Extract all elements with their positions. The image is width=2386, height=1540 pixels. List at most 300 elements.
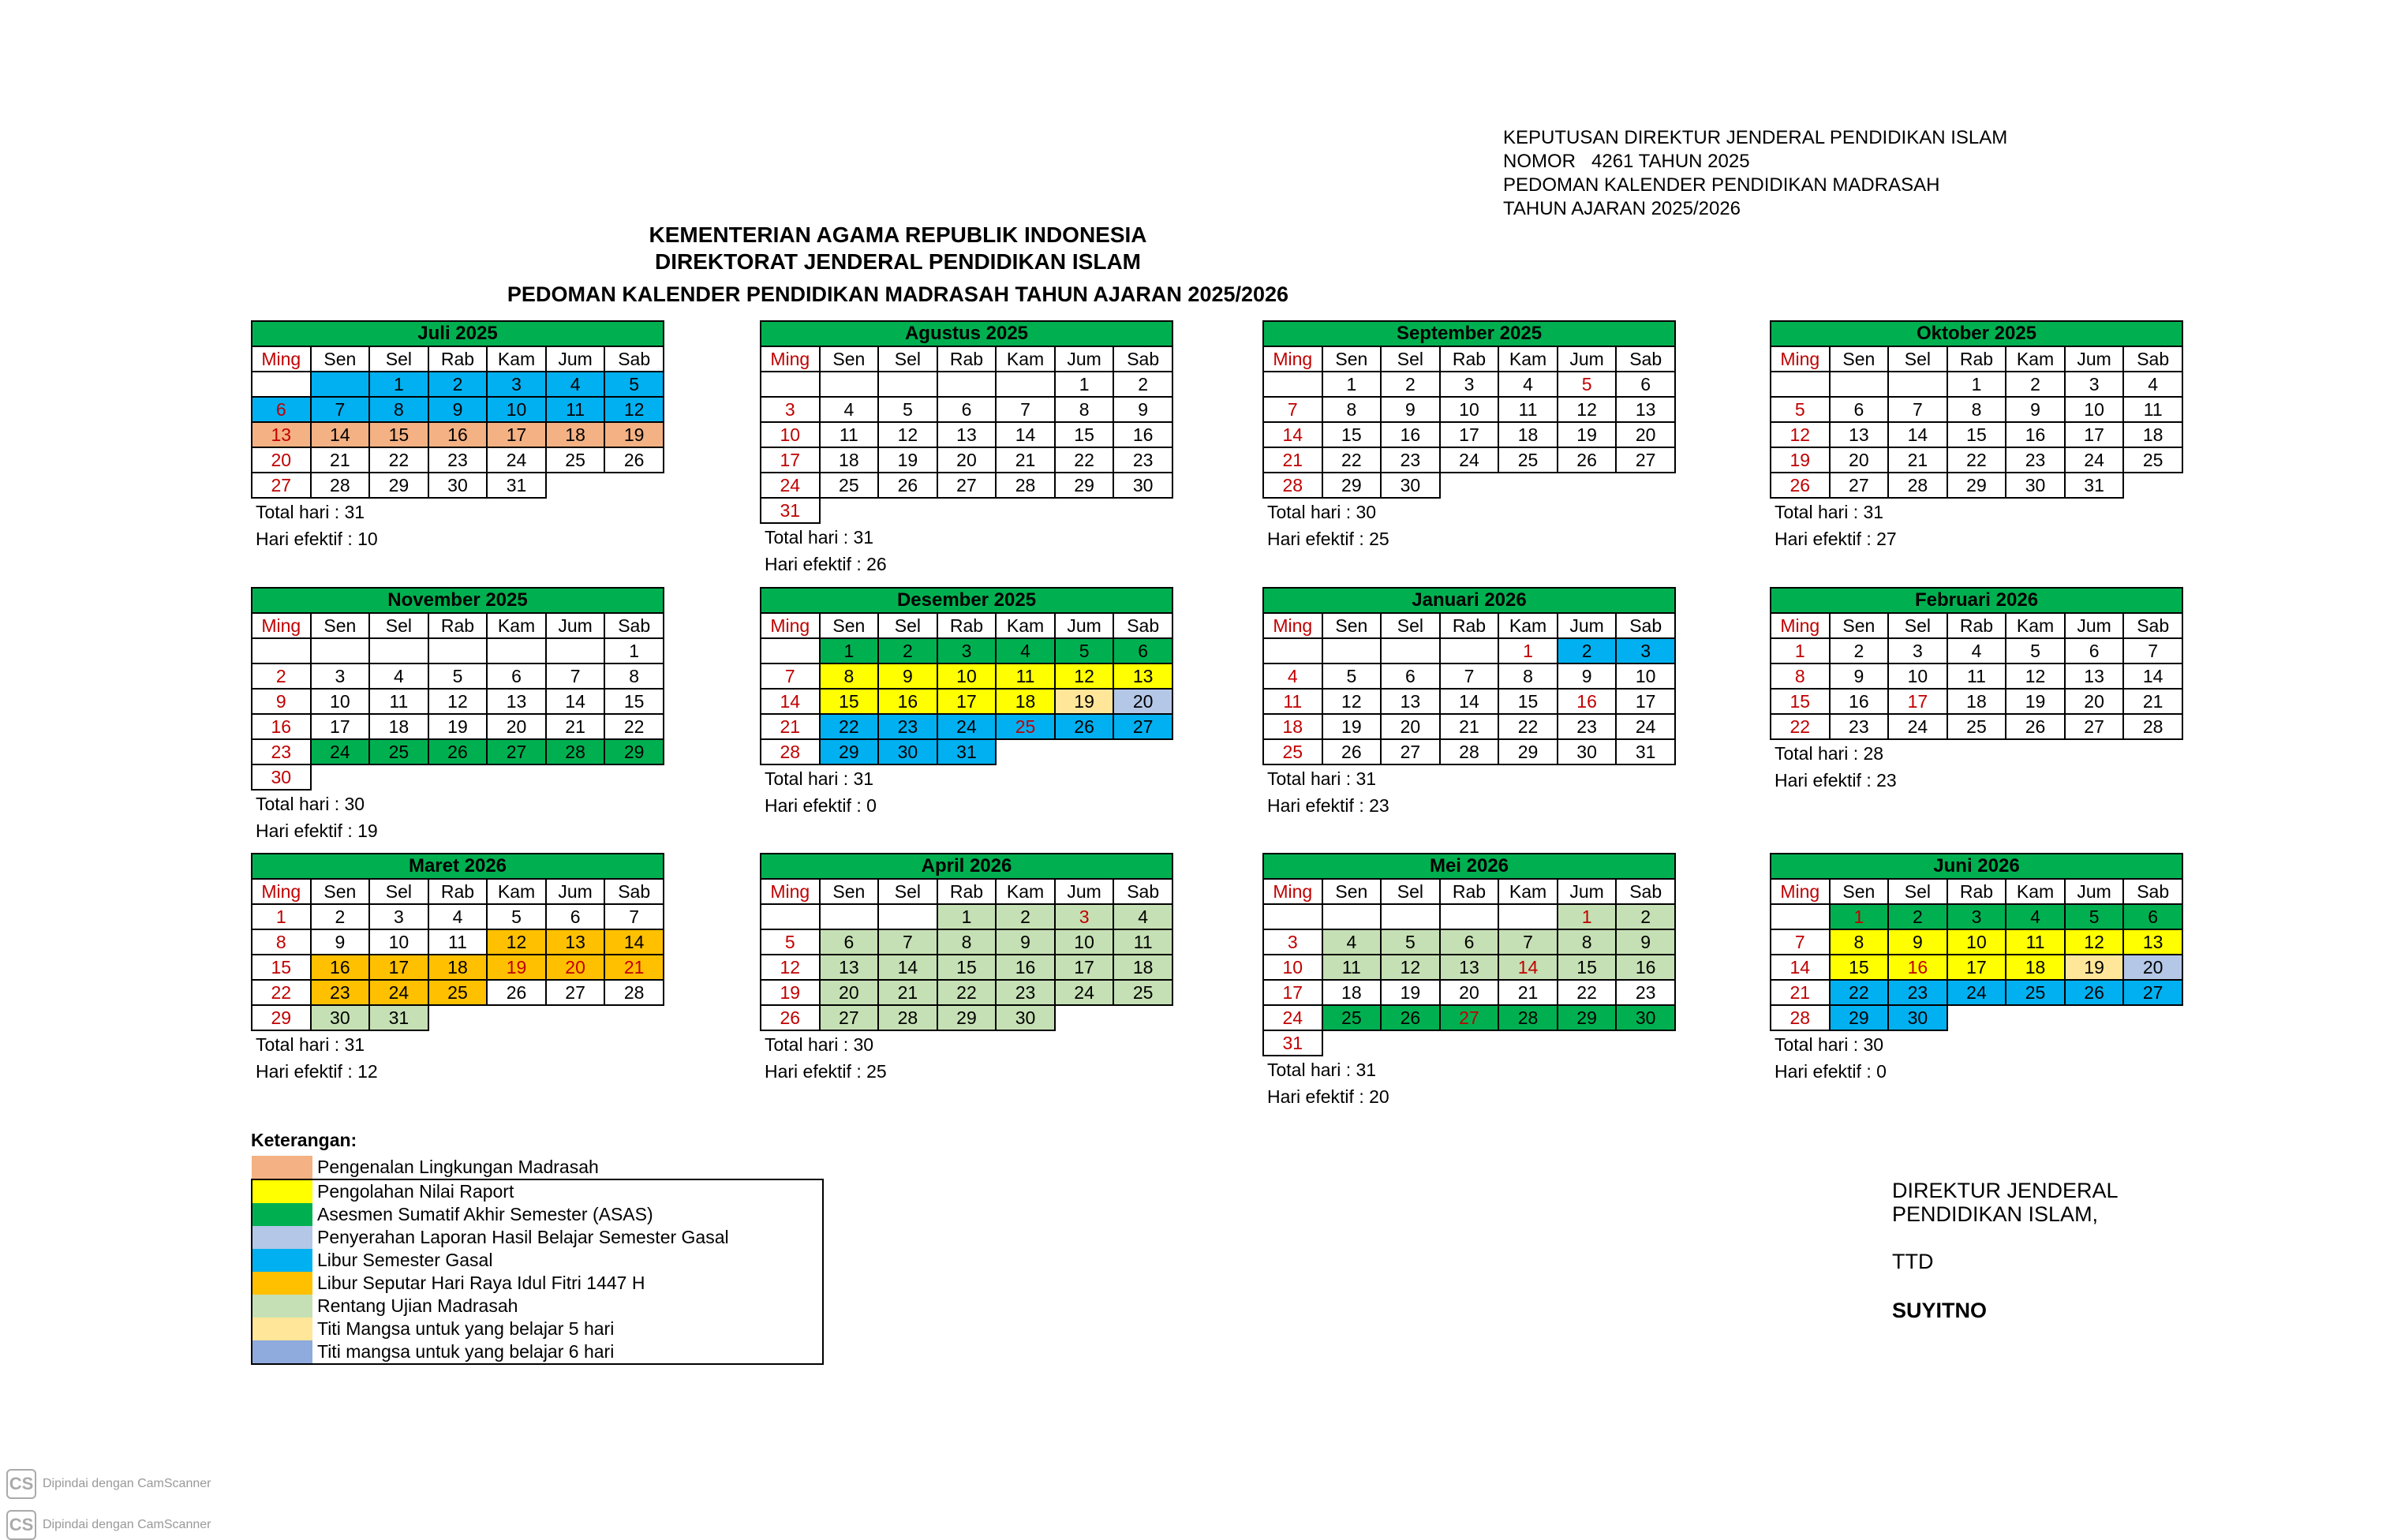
weekday-header: Ming: [1263, 879, 1322, 904]
day-cell: 1: [1771, 638, 1830, 663]
weekday-header: Sab: [1113, 613, 1172, 638]
day-cell: 14: [546, 689, 605, 714]
day-cell: 28: [1771, 1005, 1830, 1030]
day-cell: 25: [1947, 714, 2006, 739]
legend-label: Libur Seputar Hari Raya Idul Fitri 1447 H: [312, 1272, 823, 1295]
day-cell: 31: [369, 1005, 428, 1030]
empty-cell: [546, 1005, 605, 1030]
day-cell: 19: [1771, 447, 1830, 473]
month-title: Juni 2026: [1771, 854, 2182, 879]
empty-cell: [1830, 372, 1889, 397]
day-cell: 20: [1381, 714, 1440, 739]
day-cell: 28: [604, 980, 664, 1005]
legend-label: Penyerahan Laporan Hasil Belajar Semester Gasal: [312, 1226, 823, 1249]
empty-cell: [1498, 904, 1558, 929]
day-cell: 10: [1263, 955, 1322, 980]
legend-swatch: [252, 1156, 312, 1179]
empty-cell: [1381, 904, 1440, 929]
weekday-header: Ming: [1263, 346, 1322, 372]
weekday-header: Ming: [252, 613, 311, 638]
month-table: [760, 587, 1173, 765]
weekday-header: Sel: [369, 879, 428, 904]
day-cell: 8: [369, 397, 428, 422]
empty-cell: [1263, 372, 1322, 397]
empty-cell: [937, 498, 997, 523]
day-cell: 10: [1888, 663, 1947, 689]
decree-line: KEPUTUSAN DIREKTUR JENDERAL PENDIDIKAN ISLAM: [1503, 127, 2008, 148]
day-cell: 6: [546, 904, 605, 929]
day-cell: 28: [1888, 473, 1947, 498]
day-cell: 8: [937, 929, 997, 955]
day-cell: 26: [1322, 739, 1382, 764]
day-cell: 18: [996, 689, 1055, 714]
day-cell: 22: [369, 447, 428, 473]
day-cell: 11: [428, 929, 488, 955]
day-cell: 20: [252, 447, 311, 473]
day-cell: 1: [604, 638, 664, 663]
day-cell: 27: [487, 739, 546, 764]
empty-cell: [878, 498, 937, 523]
weekday-header: Ming: [761, 879, 820, 904]
day-cell: 30: [311, 1005, 370, 1030]
legend-label: Pengenalan Lingkungan Madrasah: [317, 1157, 599, 1177]
effective-days: Hari efektif : 20: [1267, 1086, 1389, 1107]
weekday-header: Jum: [546, 879, 605, 904]
day-cell: 28: [1440, 739, 1499, 764]
day-cell: 21: [311, 447, 370, 473]
weekday-header: Sab: [2123, 613, 2182, 638]
day-cell: 15: [820, 689, 879, 714]
month-title: Juli 2025: [252, 321, 664, 346]
day-cell: 11: [996, 663, 1055, 689]
day-cell: 24: [1616, 714, 1675, 739]
legend-swatch: [252, 1203, 312, 1226]
empty-cell: [311, 764, 370, 790]
day-cell: 8: [1055, 397, 1114, 422]
day-cell: 7: [311, 397, 370, 422]
empty-cell: [1322, 904, 1382, 929]
empty-cell: [487, 764, 546, 790]
empty-cell: [252, 638, 311, 663]
day-cell: 13: [820, 955, 879, 980]
weekday-header: Sab: [1113, 346, 1172, 372]
day-cell: 13: [1616, 397, 1675, 422]
day-cell: 4: [2123, 372, 2182, 397]
day-cell: 30: [252, 764, 311, 790]
weekday-header: Ming: [761, 346, 820, 372]
day-cell: 18: [369, 714, 428, 739]
day-cell: 5: [2006, 638, 2065, 663]
day-cell: 24: [487, 447, 546, 473]
weekday-header: Sen: [1830, 879, 1889, 904]
legend-swatch: [252, 1226, 312, 1249]
day-cell: 27: [2065, 714, 2124, 739]
day-cell: 15: [604, 689, 664, 714]
day-cell: 10: [311, 689, 370, 714]
month-title: November 2025: [252, 588, 664, 613]
empty-cell: [1055, 1005, 1114, 1030]
day-cell: 17: [2065, 422, 2124, 447]
day-cell: 23: [1113, 447, 1172, 473]
day-cell: 27: [546, 980, 605, 1005]
day-cell: 20: [2123, 955, 2182, 980]
empty-cell: [369, 638, 428, 663]
weekday-header: Kam: [487, 613, 546, 638]
day-cell: 7: [1888, 397, 1947, 422]
day-cell: 29: [604, 739, 664, 764]
day-cell: 18: [1947, 689, 2006, 714]
day-cell: 2: [252, 663, 311, 689]
day-cell: 3: [311, 663, 370, 689]
signature-title: DIREKTUR JENDERAL: [1892, 1179, 2119, 1202]
legend-item: [252, 1318, 823, 1340]
month-calendar: [760, 587, 1173, 819]
empty-cell: [996, 739, 1055, 764]
day-cell: 7: [878, 929, 937, 955]
day-cell: 27: [1616, 447, 1675, 473]
weekday-header: Sel: [369, 346, 428, 372]
day-cell: 27: [937, 473, 997, 498]
legend-item: [252, 1340, 823, 1364]
effective-days: Hari efektif : 12: [256, 1061, 378, 1082]
day-cell: 1: [1498, 638, 1558, 663]
weekday-header: Kam: [487, 879, 546, 904]
day-cell: 30: [428, 473, 488, 498]
day-cell: 2: [1888, 904, 1947, 929]
month-title: Mei 2026: [1263, 854, 1675, 879]
empty-cell: [1888, 372, 1947, 397]
day-cell: 2: [1558, 638, 1617, 663]
day-cell: 18: [428, 955, 488, 980]
day-cell: 20: [937, 447, 997, 473]
day-cell: 20: [1616, 422, 1675, 447]
day-cell: 7: [1263, 397, 1322, 422]
day-cell: 17: [1888, 689, 1947, 714]
empty-cell: [996, 372, 1055, 397]
calendar-title: PEDOMAN KALENDER PENDIDIKAN MADRASAH TAHUN AJARAN 2025/2026: [507, 282, 1289, 306]
month-table: [1770, 853, 2183, 1031]
weekday-header: Sab: [2123, 879, 2182, 904]
day-cell: 17: [1616, 689, 1675, 714]
day-cell: 19: [487, 955, 546, 980]
day-cell: 25: [546, 447, 605, 473]
legend-title: Keterangan:: [251, 1130, 357, 1150]
day-cell: 27: [1381, 739, 1440, 764]
day-cell: 9: [996, 929, 1055, 955]
effective-days: Hari efektif : 27: [1775, 529, 1897, 549]
day-cell: 1: [1558, 904, 1617, 929]
legend-item: [252, 1226, 823, 1249]
legend-item: [252, 1203, 823, 1226]
day-cell: 31: [1263, 1030, 1322, 1056]
day-cell: 11: [546, 397, 605, 422]
weekday-header: Ming: [761, 613, 820, 638]
day-cell: 26: [428, 739, 488, 764]
weekday-header: Sen: [311, 346, 370, 372]
day-cell: 13: [1381, 689, 1440, 714]
weekday-header: Jum: [546, 613, 605, 638]
empty-cell: [546, 638, 605, 663]
day-cell: 5: [428, 663, 488, 689]
day-cell: 12: [1322, 689, 1382, 714]
day-cell: 10: [1947, 929, 2006, 955]
day-cell: 4: [1113, 904, 1172, 929]
legend-swatch: [252, 1295, 312, 1318]
weekday-header: Sen: [820, 879, 879, 904]
day-cell: 5: [761, 929, 820, 955]
month-calendar: [760, 853, 1173, 1085]
total-days: Total hari : 30: [765, 1034, 874, 1055]
empty-cell: [311, 372, 370, 397]
day-cell: 9: [1830, 663, 1889, 689]
empty-cell: [1381, 1030, 1440, 1056]
month-calendar: [251, 587, 664, 844]
signatory-name: SUYITNO: [1892, 1299, 1988, 1322]
effective-days: Hari efektif : 25: [765, 1061, 887, 1082]
day-cell: 11: [2006, 929, 2065, 955]
empty-cell: [937, 372, 997, 397]
month-title: Desember 2025: [761, 588, 1172, 613]
day-cell: 4: [546, 372, 605, 397]
signature-ttd: TTD: [1892, 1250, 1934, 1273]
empty-cell: [1113, 498, 1172, 523]
month-table: [1770, 320, 2183, 499]
empty-cell: [2123, 473, 2182, 498]
day-cell: 3: [937, 638, 997, 663]
day-cell: 25: [820, 473, 879, 498]
day-cell: 20: [1113, 689, 1172, 714]
weekday-header: Ming: [1771, 613, 1830, 638]
day-cell: 16: [1381, 422, 1440, 447]
weekday-header: Kam: [1498, 346, 1558, 372]
day-cell: 22: [1558, 980, 1617, 1005]
day-cell: 6: [2065, 638, 2124, 663]
day-cell: 16: [1113, 422, 1172, 447]
day-cell: 22: [1322, 447, 1382, 473]
legend-swatch: [252, 1340, 312, 1364]
empty-cell: [604, 473, 664, 498]
day-cell: 10: [369, 929, 428, 955]
day-cell: 20: [1830, 447, 1889, 473]
empty-cell: [546, 473, 605, 498]
day-cell: 8: [1947, 397, 2006, 422]
empty-cell: [2123, 1005, 2182, 1030]
empty-cell: [820, 372, 879, 397]
day-cell: 25: [1263, 739, 1322, 764]
weekday-header: Rab: [1947, 879, 2006, 904]
day-cell: 25: [2006, 980, 2065, 1005]
empty-cell: [1263, 904, 1322, 929]
day-cell: 10: [1055, 929, 1114, 955]
day-cell: 16: [878, 689, 937, 714]
day-cell: 28: [546, 739, 605, 764]
day-cell: 11: [1322, 955, 1382, 980]
day-cell: 21: [1263, 447, 1322, 473]
legend-label: Titi Mangsa untuk yang belajar 5 hari: [312, 1318, 823, 1340]
weekday-header: Rab: [1440, 879, 1499, 904]
total-days: Total hari : 30: [1267, 502, 1377, 522]
day-cell: 1: [252, 904, 311, 929]
legend-swatch: [252, 1272, 312, 1295]
day-cell: 27: [1440, 1005, 1499, 1030]
day-cell: 12: [878, 422, 937, 447]
day-cell: 2: [1616, 904, 1675, 929]
day-cell: 23: [428, 447, 488, 473]
day-cell: 19: [604, 422, 664, 447]
empty-cell: [1322, 638, 1382, 663]
day-cell: 22: [1947, 447, 2006, 473]
day-cell: 6: [2123, 904, 2182, 929]
day-cell: 24: [1440, 447, 1499, 473]
weekday-header: Kam: [996, 613, 1055, 638]
empty-cell: [311, 638, 370, 663]
day-cell: 10: [937, 663, 997, 689]
day-cell: 8: [604, 663, 664, 689]
day-cell: 24: [311, 739, 370, 764]
empty-cell: [428, 764, 488, 790]
weekday-header: Sen: [820, 613, 879, 638]
day-cell: 15: [1830, 955, 1889, 980]
day-cell: 29: [369, 473, 428, 498]
weekday-header: Sen: [311, 613, 370, 638]
day-cell: 19: [1055, 689, 1114, 714]
day-cell: 10: [2065, 397, 2124, 422]
day-cell: 23: [996, 980, 1055, 1005]
ministry-title: KEMENTERIAN AGAMA REPUBLIK INDONESIA: [649, 222, 1147, 247]
month-table: [760, 853, 1173, 1031]
effective-days: Hari efektif : 10: [256, 529, 378, 549]
day-cell: 29: [820, 739, 879, 764]
day-cell: 1: [1830, 904, 1889, 929]
month-table: [251, 853, 664, 1031]
effective-days: Hari efektif : 0: [1775, 1061, 1887, 1082]
day-cell: 21: [604, 955, 664, 980]
day-cell: 3: [1263, 929, 1322, 955]
day-cell: 4: [369, 663, 428, 689]
day-cell: 27: [820, 1005, 879, 1030]
weekday-header: Sel: [878, 346, 937, 372]
month-table: [1262, 587, 1676, 765]
day-cell: 19: [1558, 422, 1617, 447]
day-cell: 29: [1830, 1005, 1889, 1030]
day-cell: 9: [1616, 929, 1675, 955]
day-cell: 25: [369, 739, 428, 764]
month-table: [1262, 320, 1676, 499]
day-cell: 13: [1440, 955, 1499, 980]
day-cell: 30: [1616, 1005, 1675, 1030]
day-cell: 22: [1055, 447, 1114, 473]
weekday-header: Ming: [1771, 346, 1830, 372]
day-cell: 9: [1381, 397, 1440, 422]
day-cell: 16: [311, 955, 370, 980]
day-cell: 20: [1440, 980, 1499, 1005]
day-cell: 22: [937, 980, 997, 1005]
empty-cell: [1440, 473, 1499, 498]
day-cell: 6: [1113, 638, 1172, 663]
day-cell: 25: [1322, 1005, 1382, 1030]
weekday-header: Sel: [369, 613, 428, 638]
day-cell: 12: [428, 689, 488, 714]
day-cell: 6: [1381, 663, 1440, 689]
day-cell: 12: [1771, 422, 1830, 447]
total-days: Total hari : 31: [765, 527, 874, 548]
day-cell: 29: [937, 1005, 997, 1030]
day-cell: 22: [1498, 714, 1558, 739]
month-table: [1262, 853, 1676, 1056]
day-cell: 29: [1947, 473, 2006, 498]
day-cell: 12: [761, 955, 820, 980]
day-cell: 6: [252, 397, 311, 422]
day-cell: 21: [1888, 447, 1947, 473]
day-cell: 13: [1113, 663, 1172, 689]
day-cell: 15: [1771, 689, 1830, 714]
day-cell: 9: [1113, 397, 1172, 422]
total-days: Total hari : 31: [765, 768, 874, 789]
empty-cell: [2006, 1005, 2065, 1030]
empty-cell: [1771, 372, 1830, 397]
month-calendar: [1262, 587, 1676, 819]
day-cell: 13: [2123, 929, 2182, 955]
empty-cell: [1947, 1005, 2006, 1030]
day-cell: 6: [487, 663, 546, 689]
day-cell: 23: [1381, 447, 1440, 473]
legend-label: Titi mangsa untuk yang belajar 6 hari: [312, 1340, 823, 1364]
legend-item: [252, 1272, 823, 1295]
day-cell: 12: [1558, 397, 1617, 422]
day-cell: 23: [311, 980, 370, 1005]
month-table: [760, 320, 1173, 524]
directorate-title: DIREKTORAT JENDERAL PENDIDIKAN ISLAM: [654, 249, 1142, 274]
day-cell: 26: [604, 447, 664, 473]
day-cell: 21: [546, 714, 605, 739]
day-cell: 7: [761, 663, 820, 689]
total-days: Total hari : 28: [1775, 743, 1884, 764]
empty-cell: [1263, 638, 1322, 663]
day-cell: 24: [761, 473, 820, 498]
weekday-header: Jum: [546, 346, 605, 372]
empty-cell: [604, 1005, 664, 1030]
day-cell: 24: [1888, 714, 1947, 739]
day-cell: 24: [937, 714, 997, 739]
day-cell: 16: [1616, 955, 1675, 980]
total-days: Total hari : 31: [1267, 768, 1377, 789]
weekday-header: Sen: [1322, 879, 1382, 904]
month-title: Maret 2026: [252, 854, 664, 879]
day-cell: 21: [878, 980, 937, 1005]
empty-cell: [1055, 498, 1114, 523]
day-cell: 15: [252, 955, 311, 980]
day-cell: 30: [1113, 473, 1172, 498]
day-cell: 30: [1558, 739, 1617, 764]
day-cell: 6: [1616, 372, 1675, 397]
weekday-header: Ming: [252, 346, 311, 372]
day-cell: 9: [1888, 929, 1947, 955]
day-cell: 6: [820, 929, 879, 955]
weekday-header: Ming: [252, 879, 311, 904]
day-cell: 8: [1558, 929, 1617, 955]
day-cell: 14: [2123, 663, 2182, 689]
day-cell: 13: [2065, 663, 2124, 689]
empty-cell: [1558, 473, 1617, 498]
day-cell: 23: [1558, 714, 1617, 739]
day-cell: 19: [761, 980, 820, 1005]
day-cell: 4: [1947, 638, 2006, 663]
day-cell: 14: [604, 929, 664, 955]
day-cell: 2: [996, 904, 1055, 929]
empty-cell: [761, 638, 820, 663]
day-cell: 30: [996, 1005, 1055, 1030]
legend-label: Libur Semester Gasal: [312, 1249, 823, 1272]
